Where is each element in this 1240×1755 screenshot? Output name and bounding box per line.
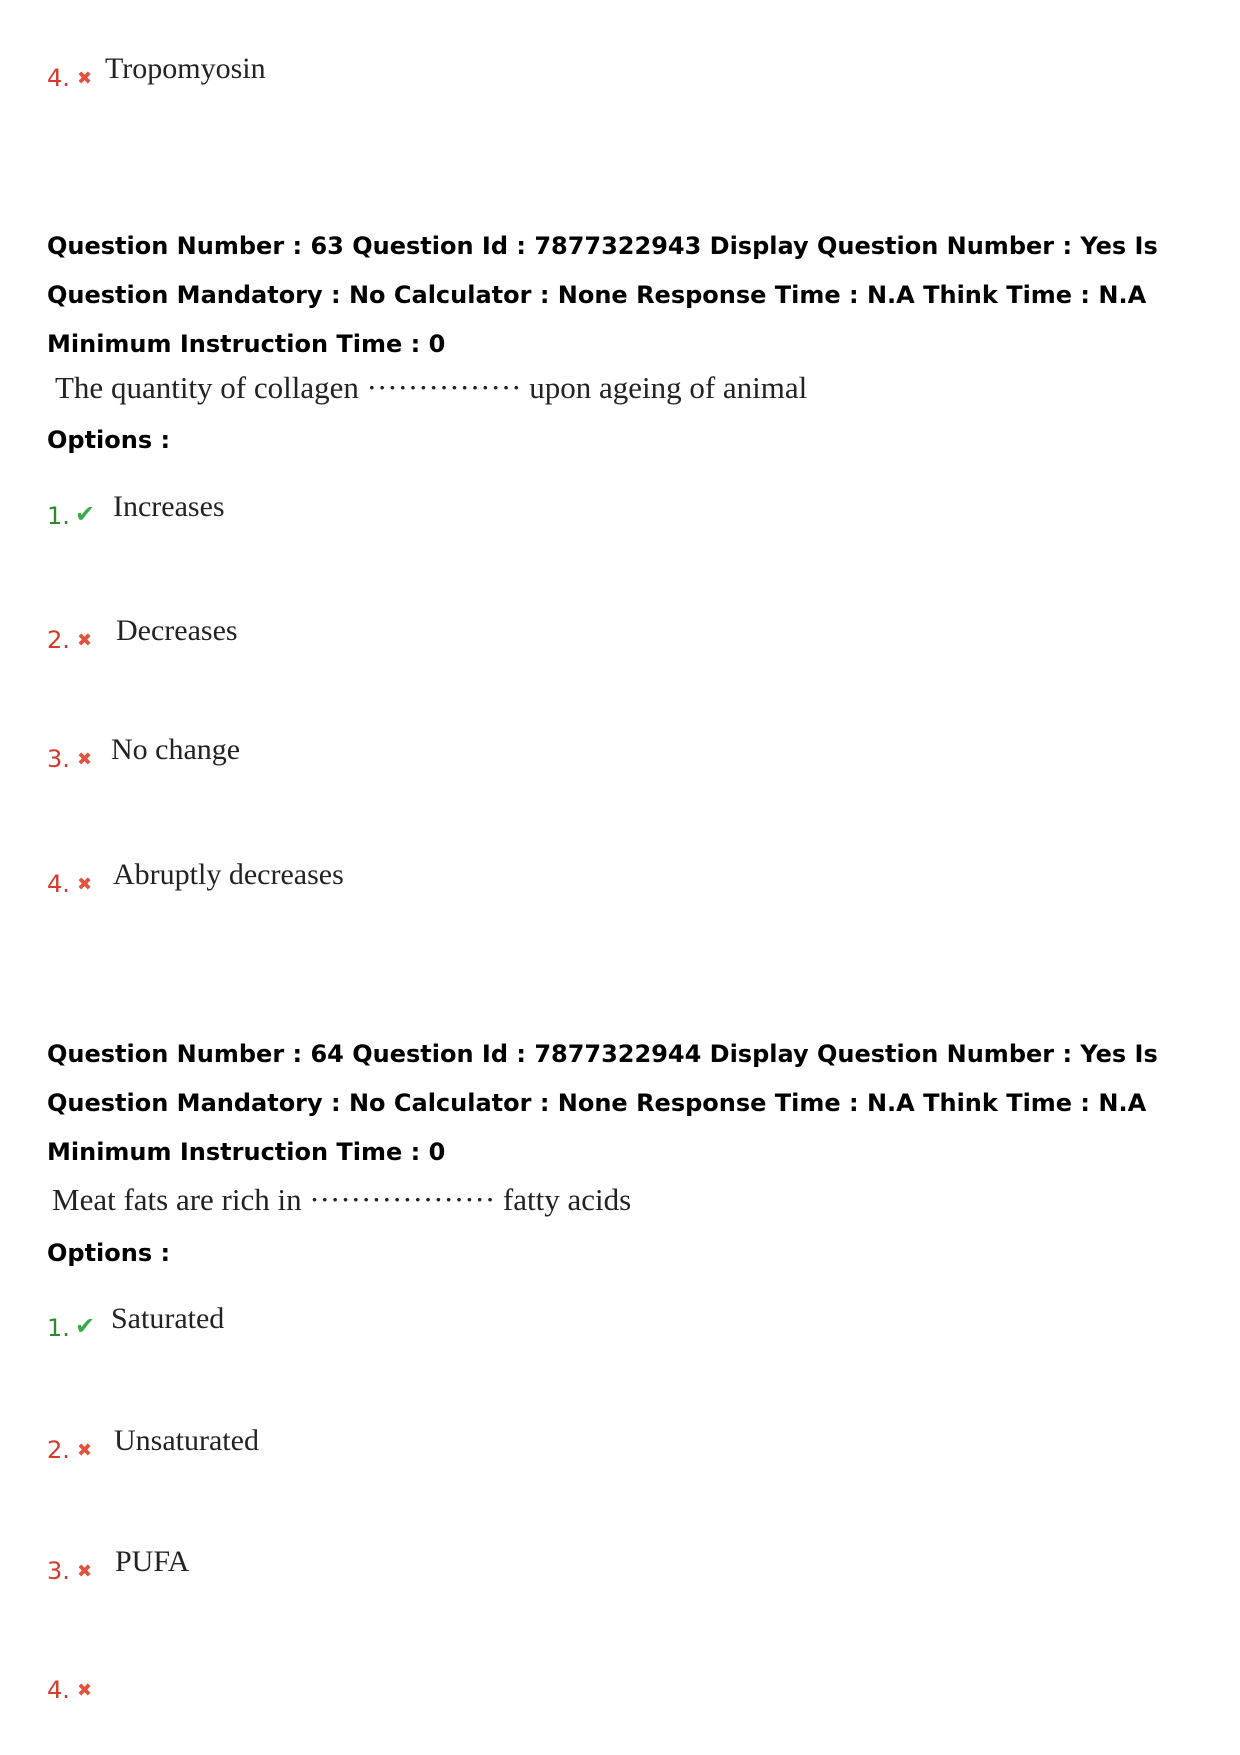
cross-icon: ✖ (77, 874, 93, 895)
question-stem: The quantity of collagen ··············· upon ageing of animal (55, 370, 808, 405)
check-icon: ✔ (75, 1312, 96, 1340)
option-number: 1. (47, 1314, 70, 1342)
check-icon: ✔ (75, 500, 96, 528)
option-text: Tropomyosin (105, 52, 266, 85)
option-number: 3. (47, 1557, 70, 1585)
option-number: 2. (47, 626, 70, 654)
option-text: PUFA (115, 1545, 190, 1578)
question-meta: Question Number : 63 Question Id : 7877322943 Display Question Number : Yes Is Question Mandatory : No Calculator : None Response Time : N.A Think Time : N.A Minimum Instruction Time : 0 (47, 232, 1158, 358)
question-stem: Meat fats are rich in ·················· fatty acids (52, 1182, 632, 1217)
option-number: 4. (47, 870, 70, 898)
option-number: 4. (47, 64, 70, 92)
option-text: No change (111, 733, 241, 766)
cross-icon: ✖ (77, 630, 93, 651)
cross-icon: ✖ (77, 749, 93, 770)
option-number: 2. (47, 1436, 70, 1464)
option-text: Unsaturated (114, 1424, 259, 1457)
option-number: 4. (47, 1676, 70, 1704)
option-text: Increases (113, 490, 225, 523)
cross-icon: ✖ (77, 68, 93, 89)
cross-icon: ✖ (77, 1440, 93, 1461)
options-label: Options : (47, 1239, 171, 1267)
options-label: Options : (47, 426, 171, 454)
option-text: Abruptly decreases (113, 858, 344, 891)
cross-icon: ✖ (77, 1680, 93, 1701)
option-number: 3. (47, 745, 70, 773)
cross-icon: ✖ (77, 1561, 93, 1582)
option-number: 1. (47, 502, 70, 530)
option-text: Saturated (111, 1302, 225, 1335)
question-meta: Question Number : 64 Question Id : 7877322944 Display Question Number : Yes Is Question Mandatory : No Calculator : None Response Time : N.A Think Time : N.A Minimum Instruction Time : 0 (47, 1040, 1158, 1166)
option-text: Decreases (116, 614, 238, 647)
